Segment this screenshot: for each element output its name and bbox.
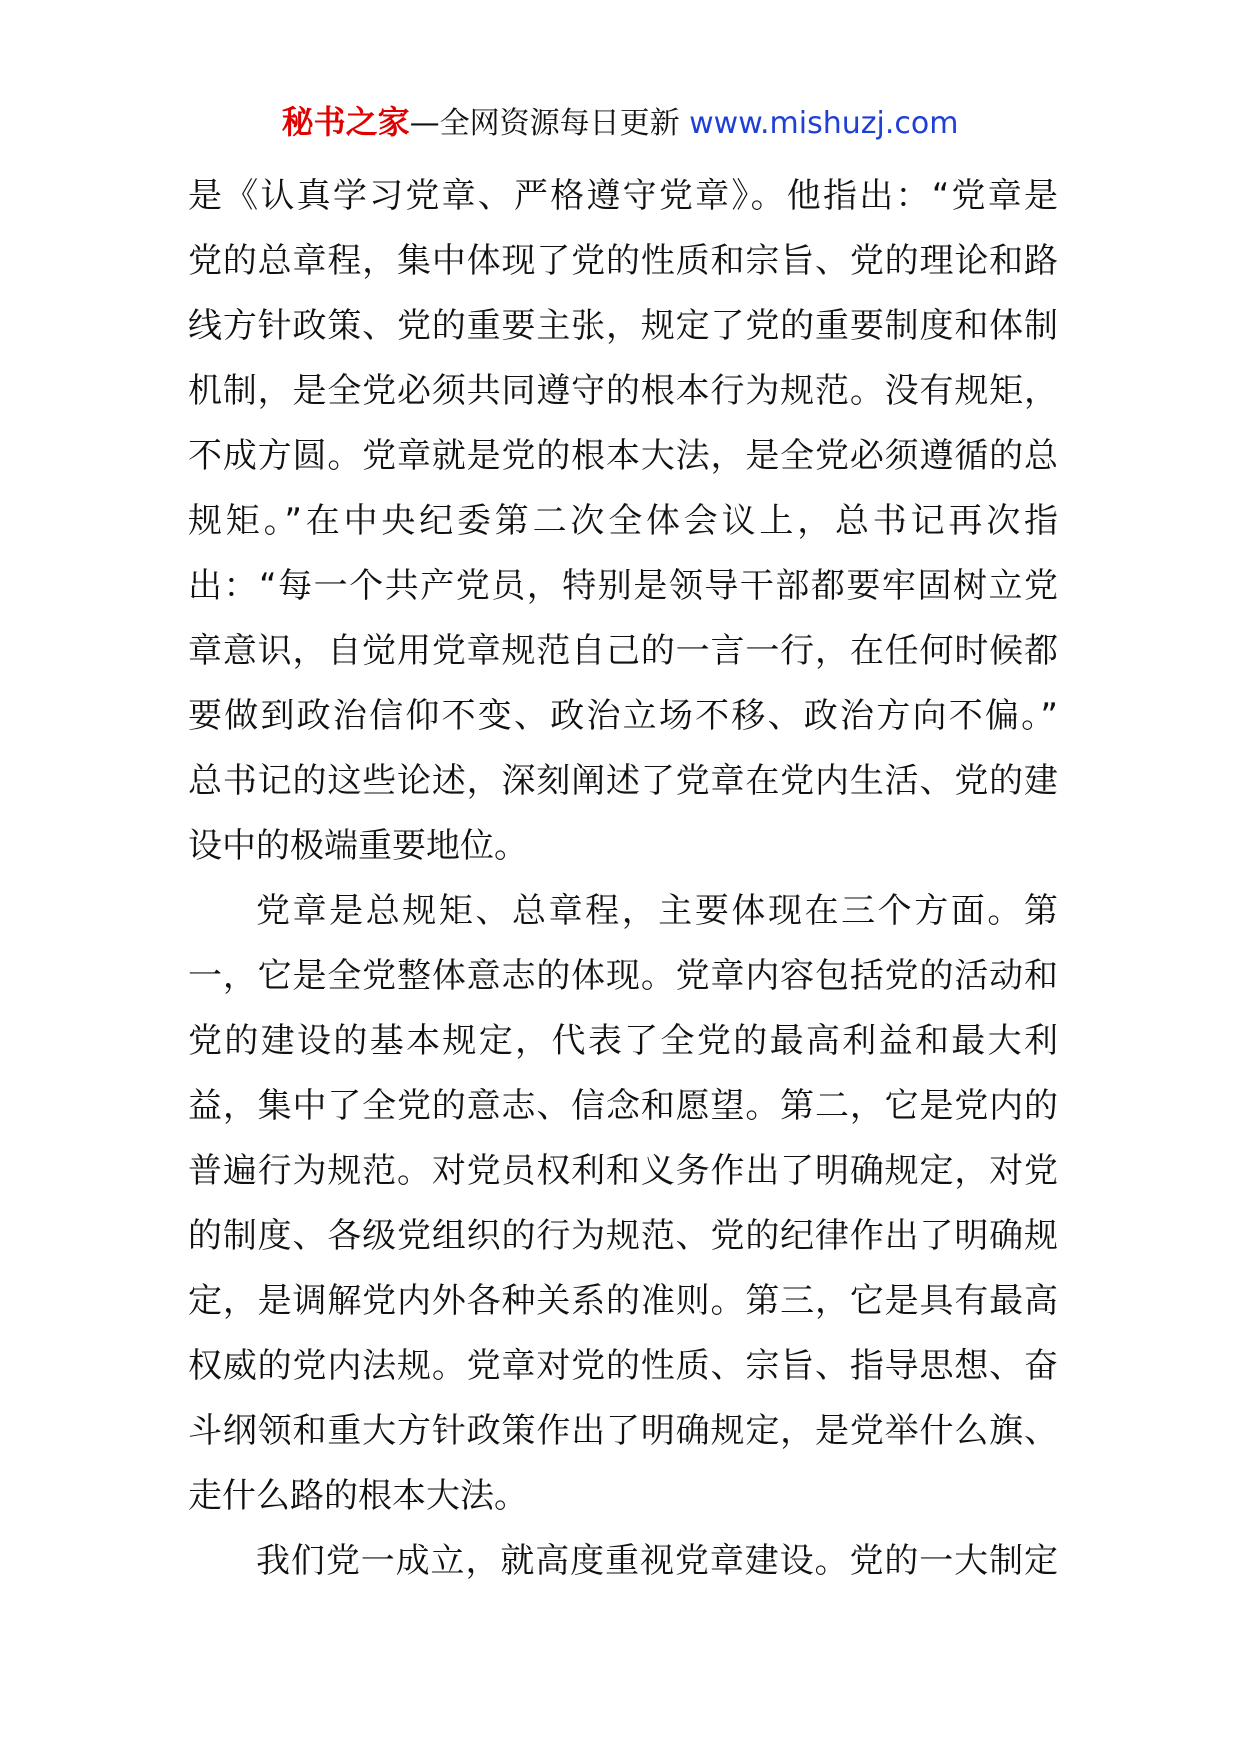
text-line: 党的建设的基本规定，代表了全党的最高利益和最大利 <box>188 1021 1058 1061</box>
text-line: 益，集中了全党的意志、信念和愿望。第二，它是党内的 <box>188 1086 1058 1126</box>
text-line: 要做到政治信仰不变、政治立场不移、政治方向不偏。” <box>188 696 1058 736</box>
text-line: 出：“每一个共产党员，特别是领导干部都要牢固树立党 <box>188 566 1058 606</box>
text-line: 一，它是全党整体意志的体现。党章内容包括党的活动和 <box>188 956 1058 996</box>
text-line: 斗纲领和重大方针政策作出了明确规定，是党举什么旗、 <box>188 1411 1058 1451</box>
text-line: 的制度、各级党组织的行为规范、党的纪律作出了明确规 <box>188 1216 1058 1256</box>
document-body <box>188 164 1058 1594</box>
text-line: 是《认真学习党章、严格遵守党章》。他指出：“党章是 <box>188 176 1058 216</box>
text-line: 定，是调解党内外各种关系的准则。第三，它是具有最高 <box>188 1281 1058 1321</box>
text-line: 走什么路的根本大法。 <box>188 1476 528 1516</box>
text-line: 党章是总规矩、总章程，主要体现在三个方面。第 <box>256 891 1058 931</box>
text-line: 不成方圆。党章就是党的根本大法，是全党必须遵循的总 <box>188 436 1058 476</box>
header-brand: 秘书之家 <box>281 103 410 141</box>
text-line: 线方针政策、党的重要主张，规定了党的重要制度和体制 <box>188 306 1058 346</box>
text-line: 权威的党内法规。党章对党的性质、宗旨、指导思想、奋 <box>188 1346 1058 1386</box>
text-line: 普遍行为规范。对党员权利和义务作出了明确规定，对党 <box>188 1151 1058 1191</box>
text-line: 党的总章程，集中体现了党的性质和宗旨、党的理论和路 <box>188 241 1058 281</box>
header-url-link[interactable]: www.mishuzj.com <box>689 106 959 141</box>
text-line: 机制，是全党必须共同遵守的根本行为规范。没有规矩， <box>188 371 1058 411</box>
text-line: 总书记的这些论述，深刻阐述了党章在党内生活、党的建 <box>188 761 1058 801</box>
text-line: 规矩。”在中央纪委第二次全体会议上，总书记再次指 <box>188 501 1058 541</box>
header-tagline: —全网资源每日更新 <box>409 106 680 141</box>
text-line: 设中的极端重要地位。 <box>188 826 528 866</box>
text-line: 章意识，自觉用党章规范自己的一言一行，在任何时候都 <box>188 631 1058 671</box>
page-header <box>0 100 1240 146</box>
text-line: 我们党一成立，就高度重视党章建设。党的一大制定 <box>256 1541 1058 1581</box>
